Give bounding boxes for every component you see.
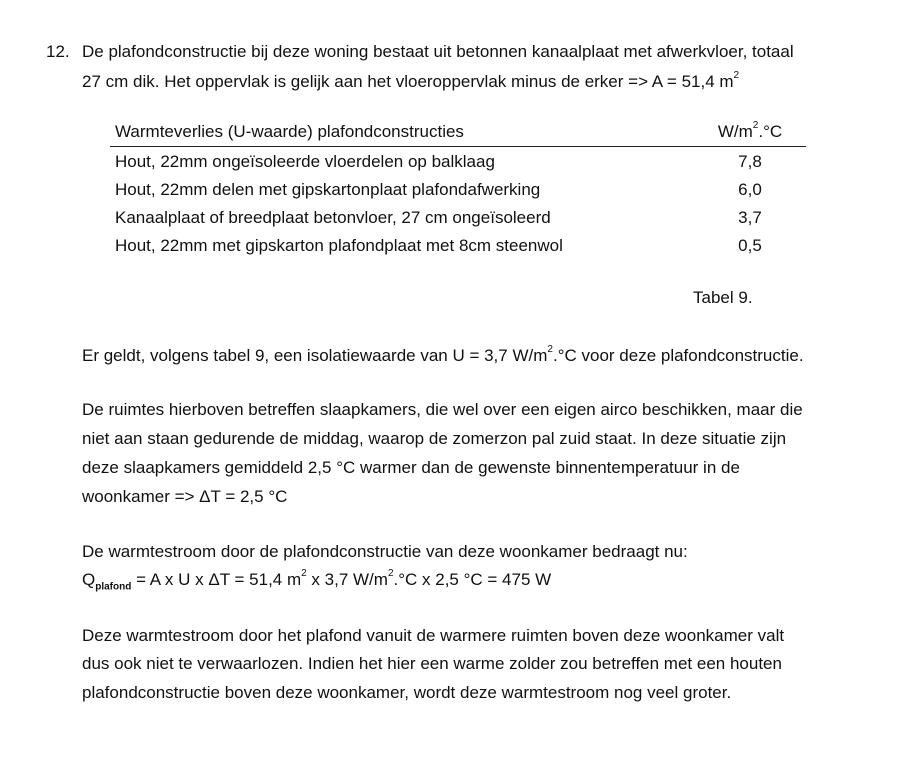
table-row: [110, 204, 806, 232]
question-number: 12.: [46, 42, 70, 61]
paragraph-3-line-1: De warmtestroom door de plafondconstructie van deze woonkamer bedraagt nu:: [82, 542, 688, 561]
paragraph-4-line-2: dus ook niet te verwaarlozen. Indien het hier een warme zolder zou betreffen met een houten: [82, 654, 782, 673]
table-header-description: Warmteverlies (U-waarde) plafondconstructies: [115, 122, 464, 141]
paragraph-u-value: Er geldt, volgens tabel 9, een isolatiewaarde van U = 3,7 $W/m^2.^\circ C$ voor deze plafondconstructie.: [82, 344, 804, 365]
table-row: [110, 232, 806, 260]
table-row: [110, 176, 806, 204]
row-description: Kanaalplaat of breedplaat betonvloer, 27 cm ongeïsoleerd: [115, 208, 551, 227]
row-value: 7,8: [738, 152, 762, 171]
paragraph-2-line-4: woonkamer => ΔT = 2,5 °C: [82, 487, 288, 506]
table-caption: Tabel 9.: [693, 288, 753, 307]
row-description: Hout, 22mm ongeïsoleerde vloerdelen op balklaag: [115, 152, 495, 171]
table-header: [110, 118, 806, 146]
table-header-unit: $W/m^2.^\circ C$: [717, 120, 783, 141]
paragraph-2-line-3: deze slaapkamers gemiddeld 2,5 °C warmer dan de gewenste binnentemperatuur in de: [82, 458, 740, 477]
question-line-1: De plafondconstructie bij deze woning bestaat uit betonnen kanaalplaat met afwerkvloer, totaal: [82, 42, 794, 61]
question-line-2: 27 cm dik. Het oppervlak is gelijk aan het vloeroppervlak minus de erker => A = 51,4 $m^2$: [82, 70, 740, 91]
paragraph-4-line-3: plafondconstructie boven deze woonkamer, wordt deze warmtestroom nog veel groter.: [82, 683, 732, 702]
paragraph-2-line-1: De ruimtes hierboven betreffen slaapkamers, die wel over een eigen airco beschikken, maar die: [82, 400, 803, 419]
row-description: Hout, 22mm met gipskarton plafondplaat met 8cm steenwol: [115, 236, 563, 255]
table-header-rule: [110, 146, 806, 147]
row-value: 3,7: [738, 208, 762, 227]
formula: $Q_{plafond} = A$ x U x ΔT = 51,4 $m^2$ x 3,7 $W/m^2.^\circ C$ x 2,5 °C = 475 W: [82, 568, 552, 593]
row-description: Hout, 22mm delen met gipskartonplaat plafondafwerking: [115, 180, 541, 199]
table-row: [110, 148, 806, 176]
paragraph-2-line-2: niet aan staan gedurende de middag, waarop de zomerzon pal zuid staat. In deze situatie zijn: [82, 429, 787, 448]
row-value: 6,0: [738, 180, 762, 199]
row-value: 0,5: [738, 236, 762, 255]
superscript: 2: [733, 70, 740, 82]
paragraph-4-line-1: Deze warmtestroom door het plafond vanuit de warmere ruimten boven deze woonkamer valt: [82, 626, 785, 645]
